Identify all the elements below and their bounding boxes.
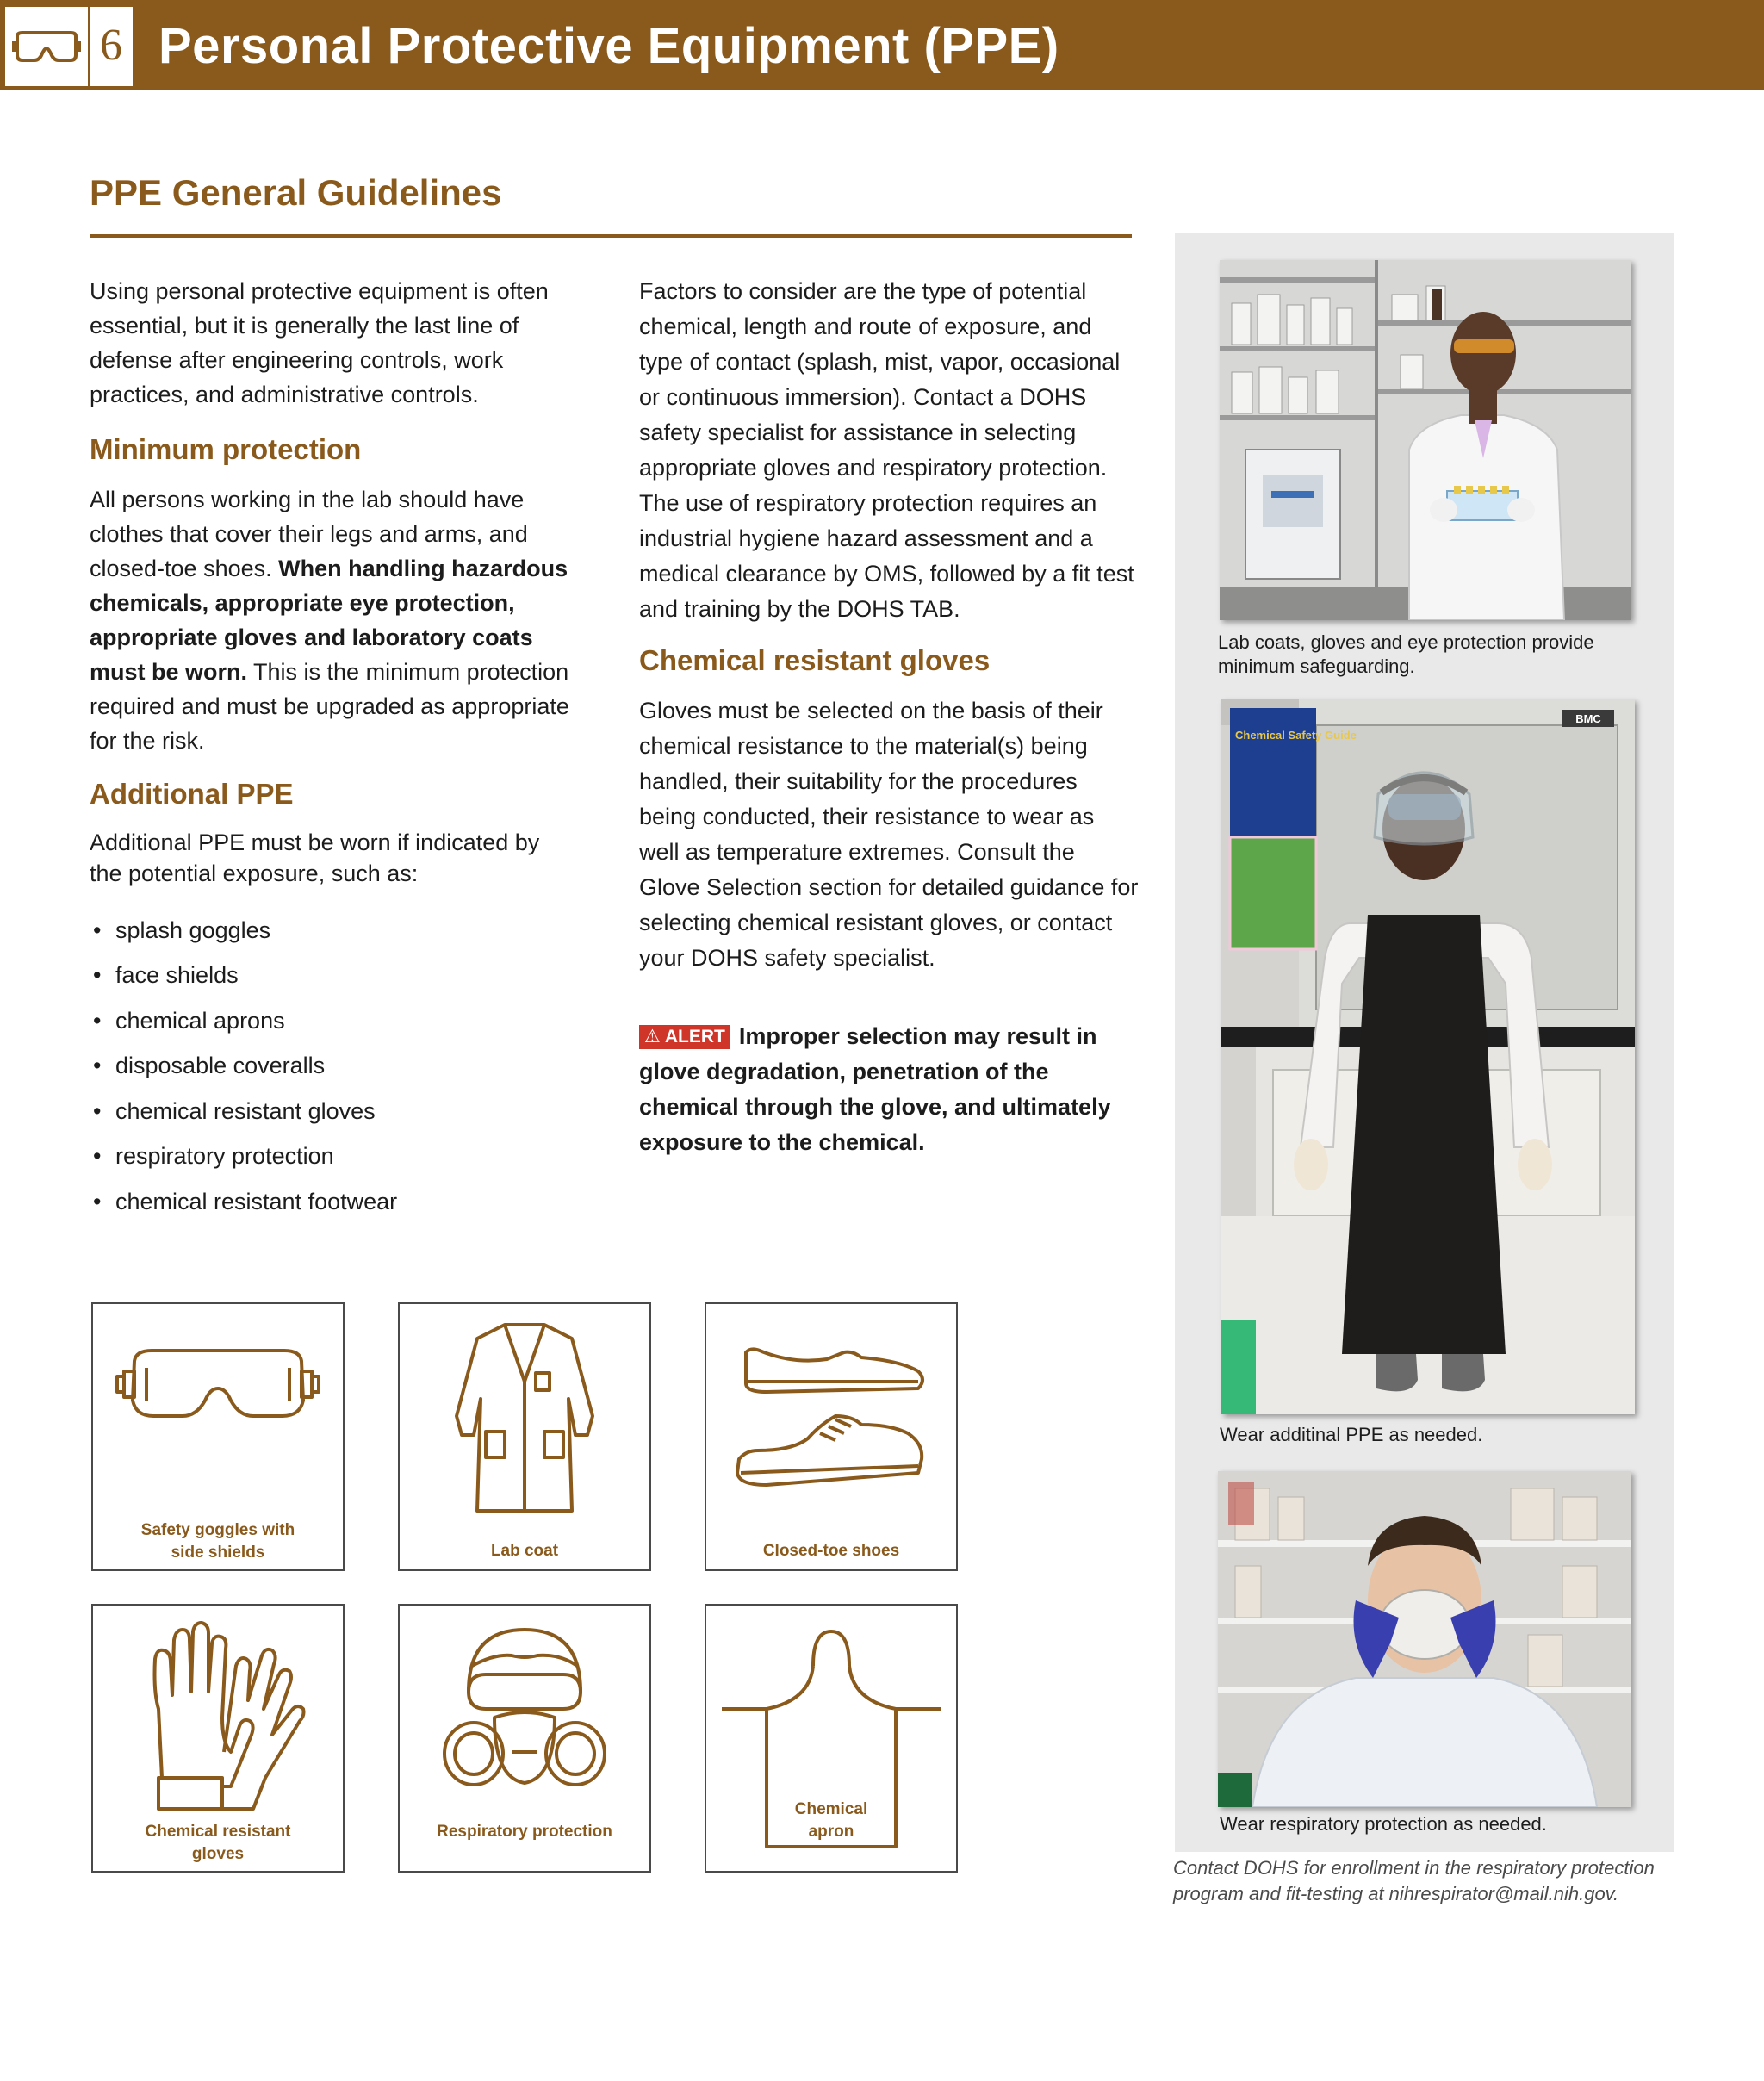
shoes-icon xyxy=(706,1304,956,1569)
intro-paragraph: Using personal protective equipment is often essential, but it is generally the last line of defense after engineering controls, work practices, and administrative controls. xyxy=(90,278,549,407)
alert-paragraph xyxy=(639,1019,1139,1160)
icon-card-respirator xyxy=(398,1604,651,1873)
respirator-photo-image xyxy=(1218,1471,1631,1807)
list-item: • chemical aprons xyxy=(93,1008,285,1034)
list-item-text: chemical resistant gloves xyxy=(115,1098,376,1124)
alert-badge: ⚠ ALERT xyxy=(639,1025,730,1049)
icon-card-goggles xyxy=(91,1302,345,1571)
list-item-text: respiratory protection xyxy=(115,1143,334,1169)
photo-caption: Wear respiratory protection as needed. xyxy=(1220,1813,1547,1835)
list-item: • chemical resistant footwear xyxy=(93,1189,398,1214)
icon-label: Closed-toe shoes xyxy=(762,1542,900,1560)
photo-additional-ppe xyxy=(1221,699,1635,1414)
icon-card-apron xyxy=(705,1604,958,1873)
additional-ppe-heading: Additional PPE xyxy=(90,778,294,810)
svg-text:Chemical Safety Guide: Chemical Safety Guide xyxy=(1235,729,1357,742)
icon-card-shoes xyxy=(705,1302,958,1571)
list-item-text: chemical aprons xyxy=(115,1008,285,1034)
photo-lab-coat xyxy=(1220,260,1631,620)
section-title: PPE General Guidelines xyxy=(90,172,502,213)
page-header xyxy=(0,0,1764,90)
chemical-gloves-paragraph: Gloves must be selected on the basis of their chemical resistance to the material(s) being handled, their suitability for the procedures being conducted, their resistance to wear as well as temperature extremes. Consult the Glove Selection section for detailed guidance for selecting chemical resistant gloves, or contact your DOHS safety specialist. xyxy=(639,698,1139,971)
minimum-protection-heading: Minimum protection xyxy=(90,433,362,465)
photo-respirator xyxy=(1218,1471,1631,1807)
alert-text: Improper selection may result in glove degradation, penetration of the chemical through the glove, and ultimately exposure to the chemical. xyxy=(639,1023,1111,1155)
factors-paragraph: Factors to consider are the type of potential chemical, length and route of exposure, and type of contact (splash, mist, vapor, occasional or continuous immersion). Contact a DOHS safety specialist for assistance in selecting appropriate gloves and respiratory protection. The use of respiratory protection requires an industrial hygiene hazard assessment and a medical clearance by OMS, followed by a fit test and training by the DOHS TAB. xyxy=(639,278,1134,622)
section-divider xyxy=(90,234,1132,238)
minimum-text-before: All persons working in the lab should have clothes that cover their legs and arms, and closed-toe shoes. xyxy=(90,487,528,581)
footnote: Contact DOHS for enrollment in the respiratory protection program and fit-testing at nihrespirator@mail.nih.gov. xyxy=(1173,1857,1655,1904)
minimum-protection-paragraph xyxy=(90,482,572,758)
list-item-text: disposable coveralls xyxy=(115,1053,326,1078)
page-title: Personal Protective Equipment (PPE) xyxy=(158,18,1059,74)
icon-card-lab-coat xyxy=(398,1302,651,1571)
bmc-sign: BMC xyxy=(1575,712,1601,725)
icon-card-gloves xyxy=(91,1604,345,1873)
icon-label: Chemical resistant gloves xyxy=(145,1823,291,1863)
list-item: • respiratory protection xyxy=(93,1143,334,1169)
minimum-text-after: This is the minimum protection required and must be upgraded as appropriate for the risk. xyxy=(90,659,569,754)
chemical-gloves-heading: Chemical resistant gloves xyxy=(639,644,991,676)
left-column xyxy=(90,274,572,889)
goggles-icon xyxy=(3,5,90,88)
chemical-safety-guide-book xyxy=(1235,729,1357,742)
section-number: 6 xyxy=(100,21,122,70)
list-item-text: splash goggles xyxy=(115,917,271,943)
minimum-text-bold: When handling hazardous chemicals, appropriate eye protection, appropriate gloves and laboratory coats must be worn. xyxy=(90,556,568,685)
ppe-photo-image xyxy=(1221,699,1635,1414)
list-item: • splash goggles xyxy=(93,917,271,943)
icon-label: Chemical apron xyxy=(794,1800,868,1841)
alert-badge-text: ALERT xyxy=(664,1027,725,1047)
list-item: • disposable coveralls xyxy=(93,1053,326,1078)
additional-ppe-intro: Additional PPE must be worn if indicated by the potential exposure, such as: xyxy=(90,829,540,886)
list-item-text: face shields xyxy=(115,962,239,988)
list-item: • face shields xyxy=(93,962,239,988)
list-item-text: chemical resistant footwear xyxy=(115,1189,398,1214)
photo-caption: Lab coats, gloves and eye protection provide minimum safeguarding. xyxy=(1218,631,1594,677)
photo-caption: Wear additinal PPE as needed. xyxy=(1220,1424,1483,1445)
icon-label: Safety goggles with side shields xyxy=(140,1521,295,1562)
icon-label: Lab coat xyxy=(490,1542,559,1560)
lab-coat-icon xyxy=(400,1304,649,1569)
middle-column xyxy=(639,274,1139,1160)
section-number-box xyxy=(88,5,134,88)
list-item: • chemical resistant gloves xyxy=(93,1098,376,1124)
icon-label: Respiratory protection xyxy=(437,1823,612,1841)
lab-photo-image xyxy=(1220,260,1631,620)
